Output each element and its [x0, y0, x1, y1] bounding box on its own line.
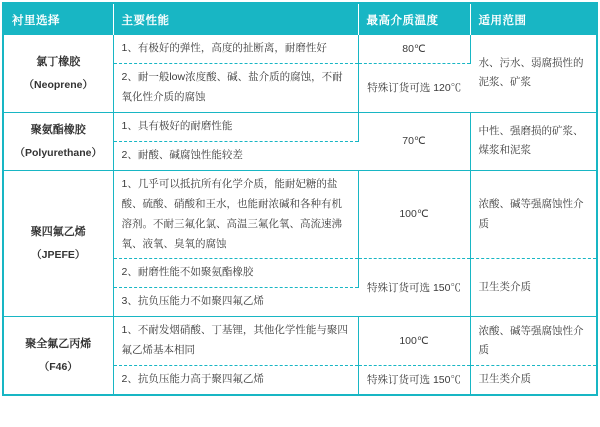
column-header-max-temp: 最高介质温度 — [358, 3, 470, 35]
property-cell: 1、有极好的弹性，高度的扯断离，耐磨性好 — [113, 35, 358, 63]
property-cell: 1、几乎可以抵抗所有化学介质，能耐妃糖的盐酸、硫酸、硝酸和王水，也能耐浓碱和各种有机溶剂。不耐三氟化氯、高温三氟化氧、高流速沸氧、液氧、臭氧的腐蚀 — [113, 170, 358, 259]
property-cell: 2、抗负压能力高于聚四氟乙烯 — [113, 366, 358, 395]
column-header-scope: 适用范围 — [470, 3, 597, 35]
table-body — [3, 35, 597, 395]
scope-cell: 浓酸、碱等强腐蚀性介质 — [470, 317, 597, 366]
temperature-cell: 100℃ — [358, 170, 470, 259]
scope-cell: 浓酸、碱等强腐蚀性介质 — [470, 170, 597, 259]
scope-cell: 卫生类介质 — [478, 373, 531, 386]
lining-name-f46 — [3, 317, 113, 395]
temperature-cell: 特殊订货可选 150℃ — [358, 366, 470, 395]
lining-name-neoprene — [3, 35, 113, 112]
column-header-lining: 衬里选择 — [3, 3, 113, 35]
temperature-cell: 80℃ — [358, 35, 470, 63]
table-row — [3, 170, 597, 259]
lining-name-jpefe — [3, 170, 113, 317]
lining-name-cn: 聚全氟乙丙烯 — [25, 338, 92, 351]
table-header-row — [3, 3, 597, 35]
table-row — [3, 35, 597, 63]
temperature-cell: 特殊订货可选 150℃ — [358, 259, 470, 317]
lining-name-cn: 聚氨酯橡胶 — [30, 123, 86, 136]
scope-cell: 卫生类介质 — [470, 259, 597, 317]
lining-name-en: （Neoprene） — [23, 78, 93, 91]
lining-name-en: （F46） — [38, 361, 78, 374]
property-cell: 2、耐酸、碱腐蚀性能较差 — [113, 141, 358, 170]
lining-name-en: （Polyurethane） — [14, 146, 103, 159]
lining-name-cn: 聚四氟乙烯 — [30, 225, 86, 238]
lining-name-cn: 氯丁橡胶 — [36, 55, 81, 68]
scope-cell: 水、污水、弱腐损性的泥浆、矿浆 — [470, 35, 597, 112]
property-cell: 3、抗负压能力不如聚四氟乙烯 — [113, 288, 358, 317]
property-cell: 2、耐磨性能不如聚氨酯橡胶 — [113, 259, 358, 288]
property-cell: 1、不耐发烟硝酸、丁基锂，其他化学性能与聚四氟乙烯基本相同 — [113, 317, 358, 366]
property-cell: 1、具有极好的耐磨性能 — [113, 112, 358, 141]
temperature-cell: 70℃ — [358, 112, 470, 170]
temperature-cell: 特殊订货可选 120℃ — [358, 63, 470, 112]
property-cell: 2、耐一般low浓度酸、碱、盐介质的腐蚀，不耐氧化性介质的腐蚀 — [113, 63, 358, 112]
scope-cell: 中性、强磨损的矿浆、煤浆和泥浆 — [470, 112, 597, 170]
lining-name-polyurethane — [3, 112, 113, 170]
temperature-cell: 100℃ — [358, 317, 470, 366]
table-header — [3, 3, 597, 35]
table-row — [3, 317, 597, 366]
lining-name-en: （JPEFE） — [31, 249, 86, 262]
table-row — [3, 112, 597, 141]
lining-selection-table — [2, 2, 598, 396]
column-header-properties: 主要性能 — [113, 3, 358, 35]
